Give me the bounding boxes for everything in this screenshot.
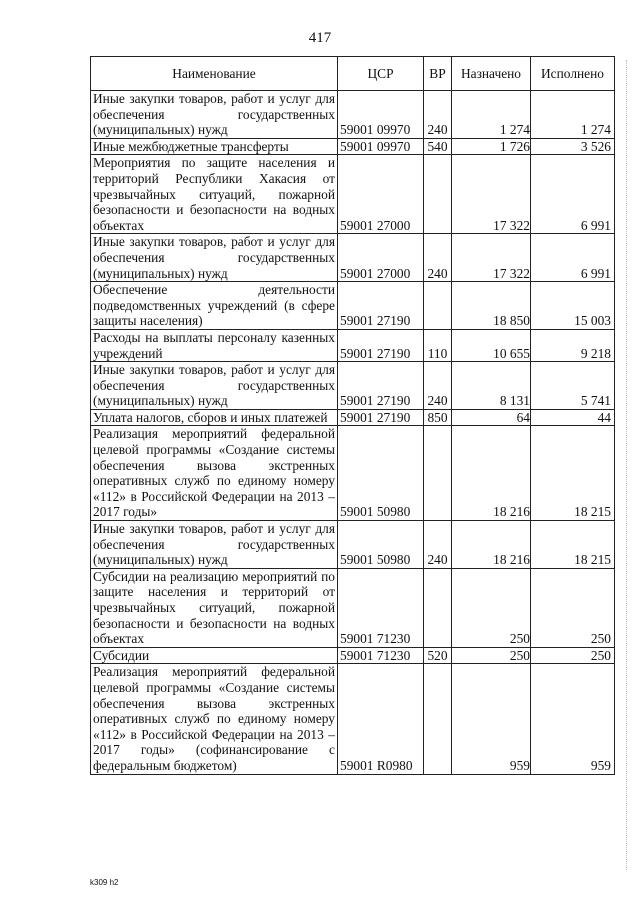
row-planned: 1 274 [452,91,531,139]
row-vr [424,282,452,330]
row-executed: 15 003 [531,282,615,330]
row-csr: 59001 09970 [338,138,424,155]
table-row [91,155,615,234]
row-executed: 250 [531,568,615,647]
table-row [91,138,615,155]
row-vr [424,426,452,521]
row-planned: 17 322 [452,155,531,234]
table-row [91,362,615,410]
row-name: Иные закупки товаров, работ и услуг для обеспечения государственных (муниципальных) нужд [91,521,338,569]
row-executed: 959 [531,664,615,774]
column-header-executed: Исполнено [531,57,615,91]
page-number: 417 [308,30,332,46]
row-csr: 59001 50980 [338,521,424,569]
row-planned: 250 [452,568,531,647]
table-row [91,664,615,774]
table-row [91,329,615,361]
scan-edge-line [626,60,628,870]
column-header-name: Наименование [91,57,338,91]
row-planned: 18 216 [452,426,531,521]
row-executed: 1 274 [531,91,615,139]
row-name: Субсидии на реализацию мероприятий по защите населения и территорий от чрезвычайных ситуаций, пожарной безопасности и безопасности на водных объектах [91,568,338,647]
budget-table [90,56,615,775]
row-vr [424,664,452,774]
row-vr: 110 [424,329,452,361]
row-vr: 520 [424,647,452,664]
table-row [91,409,615,426]
footer-code: k309 h2 [90,878,119,887]
row-executed: 6 991 [531,234,615,282]
row-name: Реализация мероприятий федеральной целевой программы «Создание системы обеспечения вызова экстренных оперативных служб по единому номеру «112» в Российской Федерации на 2013 – 2017 годы» [91,426,338,521]
row-csr: 59001 27190 [338,362,424,410]
row-name: Расходы на выплаты персоналу казенных учреждений [91,329,338,361]
row-vr: 240 [424,91,452,139]
row-executed: 6 991 [531,155,615,234]
table-header-row [91,57,615,91]
row-planned: 8 131 [452,362,531,410]
row-planned: 250 [452,647,531,664]
row-executed: 9 218 [531,329,615,361]
row-name: Уплата налогов, сборов и иных платежей [91,409,338,426]
row-executed: 250 [531,647,615,664]
row-planned: 18 850 [452,282,531,330]
row-planned: 1 726 [452,138,531,155]
table-row [91,521,615,569]
row-planned: 959 [452,664,531,774]
row-name: Иные межбюджетные трансферты [91,138,338,155]
row-vr [424,568,452,647]
row-vr: 850 [424,409,452,426]
row-name: Мероприятия по защите населения и территорий Республики Хакасия от чрезвычайных ситуаций, пожарной безопасности и безопасности на водных объектах [91,155,338,234]
row-planned: 17 322 [452,234,531,282]
table-row [91,568,615,647]
row-executed: 5 741 [531,362,615,410]
row-executed: 3 526 [531,138,615,155]
row-csr: 59001 50980 [338,426,424,521]
column-header-planned: Назначено [452,57,531,91]
row-csr: 59001 27190 [338,282,424,330]
row-executed: 18 215 [531,521,615,569]
row-name: Иные закупки товаров, работ и услуг для обеспечения государственных (муниципальных) нужд [91,91,338,139]
table-row [91,91,615,139]
table-row [91,282,615,330]
row-csr: 59001 71230 [338,647,424,664]
row-planned: 64 [452,409,531,426]
row-planned: 18 216 [452,521,531,569]
table-row [91,234,615,282]
row-executed: 44 [531,409,615,426]
row-csr: 59001 27000 [338,155,424,234]
row-executed: 18 215 [531,426,615,521]
row-vr: 240 [424,521,452,569]
column-header-vr: ВР [424,57,452,91]
row-csr: 59001 27190 [338,329,424,361]
row-planned: 10 655 [452,329,531,361]
row-name: Иные закупки товаров, работ и услуг для обеспечения государственных (муниципальных) нужд [91,362,338,410]
row-csr: 59001 R0980 [338,664,424,774]
row-csr: 59001 27190 [338,409,424,426]
row-vr: 540 [424,138,452,155]
table-row [91,426,615,521]
row-name: Субсидии [91,647,338,664]
row-vr: 240 [424,362,452,410]
row-csr: 59001 71230 [338,568,424,647]
row-csr: 59001 09970 [338,91,424,139]
row-vr [424,155,452,234]
row-name: Обеспечение деятельности подведомственных учреждений (в сфере защиты населения) [91,282,338,330]
row-name: Реализация мероприятий федеральной целевой программы «Создание системы обеспечения вызова экстренных оперативных служб по единому номеру «112» в Российской Федерации на 2013 – 2017 годы» (софинансирование с федеральным бюджетом) [91,664,338,774]
column-header-csr: ЦСР [338,57,424,91]
row-name: Иные закупки товаров, работ и услуг для обеспечения государственных (муниципальных) нужд [91,234,338,282]
row-vr: 240 [424,234,452,282]
table-row [91,647,615,664]
row-csr: 59001 27000 [338,234,424,282]
